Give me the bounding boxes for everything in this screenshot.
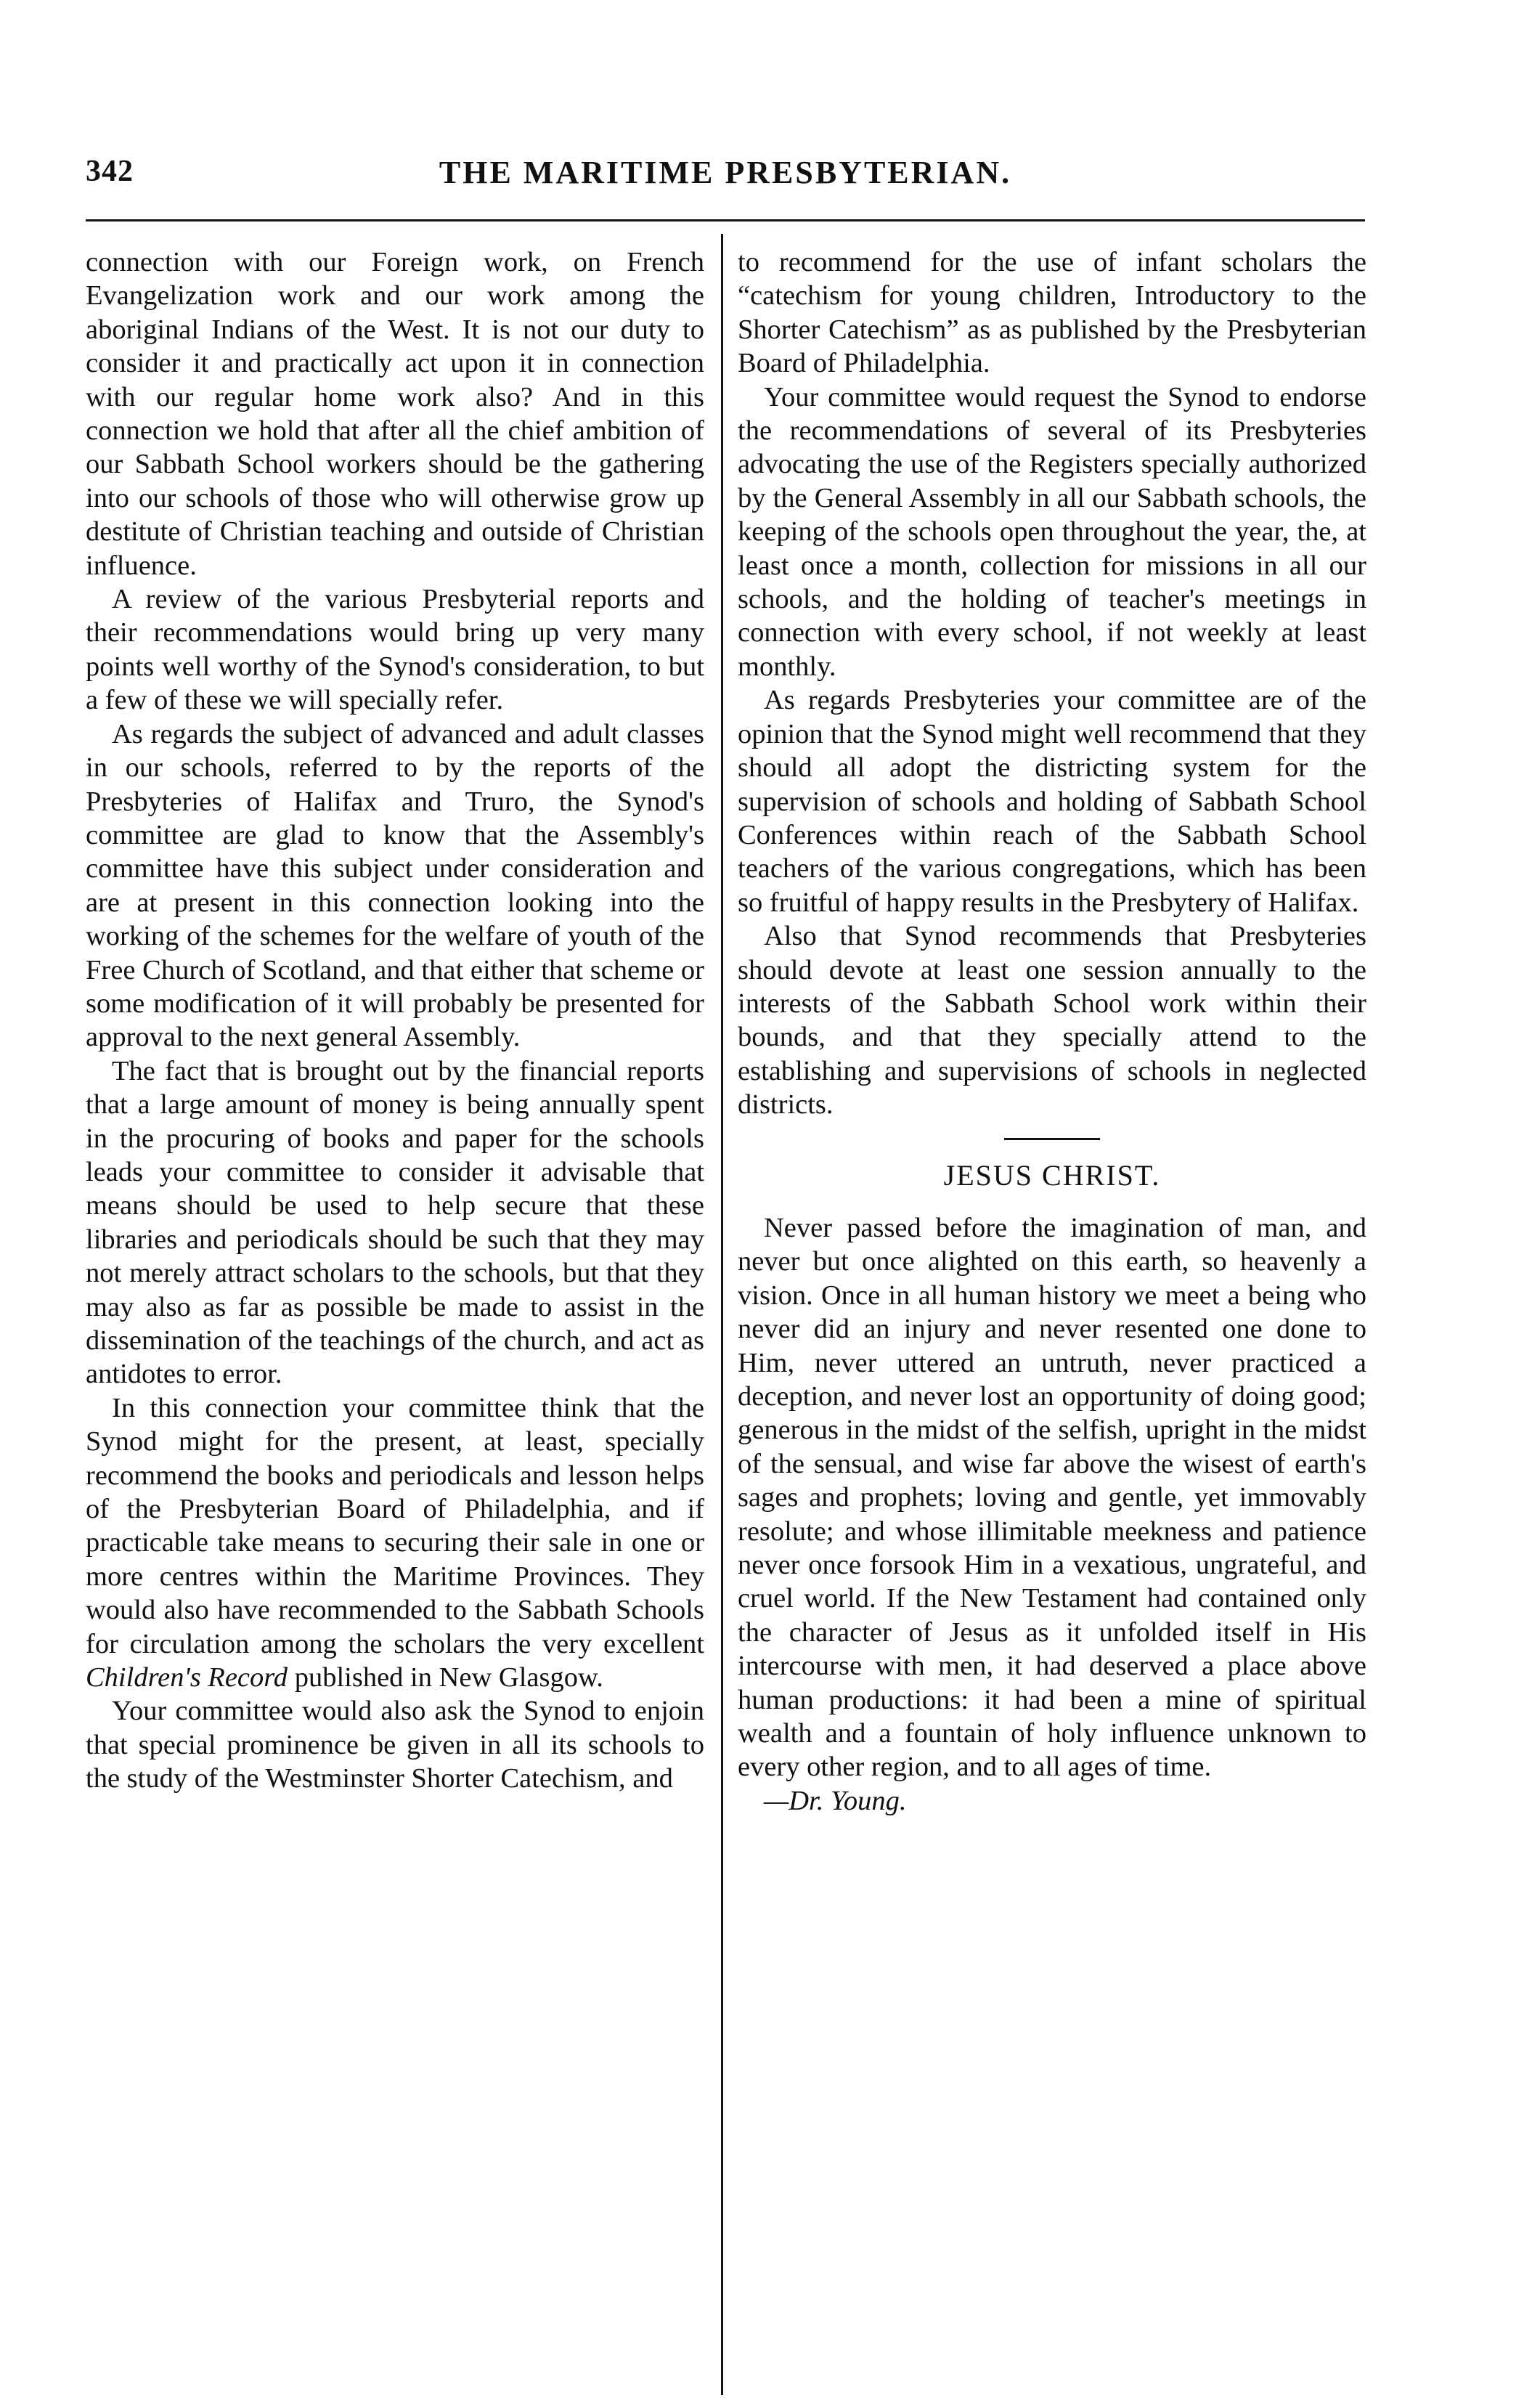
paragraph: As regards the subject of advanced and adult classes in our schools, referred to by the reports of the Presbyteries of Halifax and Truro, the Synod's committee are glad to know that the Assembly's committee have this subject under consideration and are at present in this connection looking into the working of the schemes for the welfare of youth of the Free Church of Scotland, and that either that scheme or some modification of it will probably be presented for approval to the next general Assembly. bbox=[86, 718, 704, 1053]
page-number: 342 bbox=[86, 155, 134, 188]
paragraph: Also that Synod recommends that Presbyteries should devote at least one session annually to the interests of the Sabbath School work within their bounds, and that they specially attend to the establishing and supervisions of schools in neglected districts. bbox=[738, 921, 1366, 1120]
paragraph: Your committee would also ask the Synod to enjoin that special prominence be given in all its schools to the study of the Westminster Shorter Catechism, and bbox=[86, 1696, 704, 1794]
page-header bbox=[86, 154, 1365, 205]
paragraph: The fact that is brought out by the financial reports that a large amount of money is being annually spent in the procuring of books and paper for the schools leads your committee to consider it advisable that means should be used to help secure that these libraries and periodicals should be such that they may not merely attract scholars to the schools, but that they may also as far as possible be made to assist in the dissemination of the teachings of the church, and act as antidotes to error. bbox=[86, 1055, 704, 1390]
left-column bbox=[86, 245, 704, 1796]
paragraph: As regards Presbyteries your committee are of the opinion that the Synod might well recommend that they should all adopt the districting system for the supervision of schools and holding of Sabbath School Conferences within reach of the Sabbath School teachers of the various congregations, which has been so fruitful of happy results in the Presbytery of Halifax. bbox=[738, 685, 1366, 918]
publication-title: Children's Record bbox=[86, 1662, 288, 1693]
section-rule bbox=[1004, 1138, 1100, 1140]
article-body: Never passed before the imagination of man, and never but once alighted on this earth, so heavenly a vision. Once in all human history we meet a being who never did an injury and never resented one done to Him, never uttered an untruth, never practiced a deception, and never lost an opportunity of doing good; generous in the midst of the selfish, upright in the midst of the sensual, and wise far above the wisest of earth's sages and prophets; loving and gentle, yet immovably resolute; and whose illimitable meekness and patience never once forsook Him in a vexatious, ungrateful, and cruel world. If the New Testament had contained only the character of Jesus as it unfolded itself in His intercourse with men, it had deserved a place above human productions: it had been a mine of spiritual wealth and a fountain of holy influence unknown to every other region, and to all ages of time. bbox=[738, 1212, 1366, 1783]
paragraph: to recommend for the use of infant scholars the “catechism for young children, Introductory to the Shorter Catechism” as as published by the Presbyterian Board of Philadelphia. bbox=[738, 247, 1366, 379]
paragraph-text: published in New Glasgow. bbox=[288, 1662, 603, 1693]
header-rule bbox=[86, 219, 1365, 221]
column-divider bbox=[721, 234, 723, 2395]
paragraph-text: In this connection your committee think that the Synod might for the present, at least, specially recommend the books and periodicals and lesson helps of the Presbyterian Board of Philadelphia, and if practicable take means to securing their sale in one or more centres within the Maritime Provinces. They would also have recommended to the Sabbath Schools for circulation among the scholars the very excellent bbox=[86, 1392, 704, 1659]
paragraph: connection with our Foreign work, on French Evangelization work and our work among the aboriginal Indians of the West. It is not our duty to consider it and practically act upon it in connection with our regular home work also? And in this connection we hold that after all the chief ambition of our Sabbath School workers should be the gathering into our schools of those who will otherwise grow up destitute of Christian teaching and outside of Christian influence. bbox=[86, 247, 704, 581]
paragraph bbox=[86, 1391, 704, 1695]
paragraph: A review of the various Presbyterial reports and their recommendations would bring up very many points well worthy of the Synod's consideration, to but a few of these we will specially refer. bbox=[86, 584, 704, 716]
page-title: THE MARITIME PRESBYTERIAN. bbox=[439, 155, 1012, 190]
article-title: JESUS CHRIST. bbox=[943, 1158, 1161, 1192]
signature: —Dr. Young. bbox=[764, 1785, 907, 1816]
right-column bbox=[738, 245, 1366, 1818]
paragraph: Your committee would request the Synod to endorse the recommendations of several of its Presbyteries advocating the use of the Registers specially authorized by the General Assembly in all our Sabbath schools, the keeping of the schools open throughout the year, the, at least once a month, collection for missions in all our schools, and the holding of teacher's meetings in connection with every school, if not weekly at least monthly. bbox=[738, 381, 1366, 682]
